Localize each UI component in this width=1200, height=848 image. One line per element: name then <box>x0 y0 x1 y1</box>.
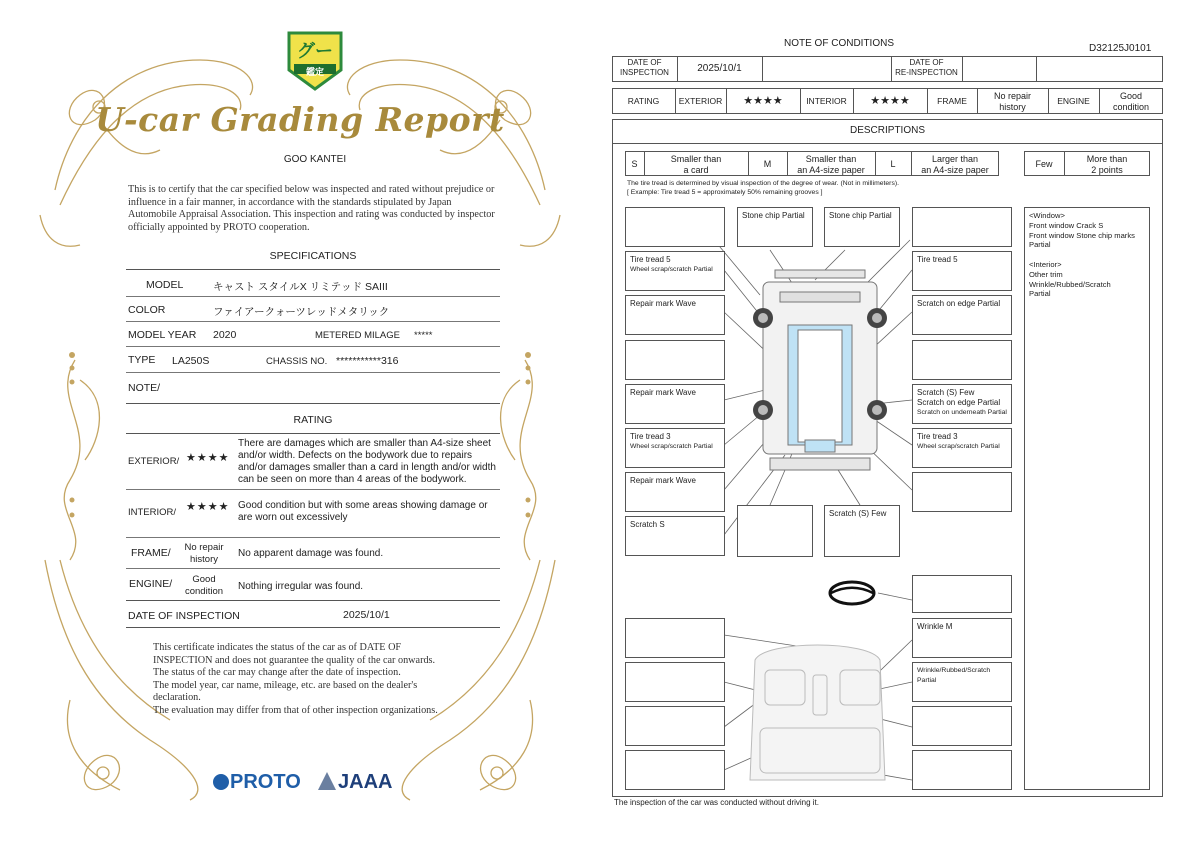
note-subtext: Wrinkle/Rubbed/Scratch Partial <box>917 667 991 684</box>
engine-value-line2: condition <box>184 586 224 597</box>
side-notes-box <box>1024 207 1150 790</box>
note-text: Stone chip Partial <box>742 211 805 220</box>
reinsp-label-2: RE-INSPECTION <box>895 68 958 77</box>
note-box-left-5 <box>625 384 725 424</box>
disclaimer-line: The model year, car name, mileage, etc. are based on the dealer's <box>153 679 418 691</box>
disclaimer-line: declaration. <box>153 692 201 704</box>
badge-top-glyph: グー <box>297 41 333 61</box>
document-id: D32125J0101 <box>1089 43 1152 54</box>
exterior-label: EXTERIOR <box>678 96 723 106</box>
note-text: Repair mark Wave <box>630 299 696 308</box>
proto-logo-text: PROTO <box>230 771 301 793</box>
note-text: Stone chip Partial <box>829 211 892 220</box>
note-box-interior-right-1 <box>912 618 1012 658</box>
note-text: Repair mark Wave <box>630 388 696 397</box>
note-box-interior-right-2 <box>912 662 1012 702</box>
side-note-line: Front window Crack S <box>1029 220 1104 230</box>
legend-l: L <box>890 158 896 169</box>
engine-value-line2: condition <box>1112 101 1150 112</box>
interior-stars: ★★★★ <box>870 95 910 107</box>
divider <box>126 372 500 373</box>
legend-s-desc-1: Smaller than <box>670 153 722 164</box>
type-label: TYPE <box>128 354 156 366</box>
date-insp-label-2: INSPECTION <box>620 68 669 77</box>
model-year-value: 2020 <box>213 329 237 341</box>
divider <box>126 269 500 270</box>
note-box-bottom-1 <box>737 505 813 557</box>
legend-few-desc-2: 2 points <box>1091 164 1123 175</box>
legend-few-desc-1: More than <box>1086 153 1128 164</box>
note-box-interior-left-3 <box>625 706 725 746</box>
legend-m-desc-2: an A4-size paper <box>797 164 865 175</box>
date-of-inspection-label: DATE OF INSPECTION <box>128 610 240 622</box>
engine-label: ENGINE/ <box>129 578 173 590</box>
side-note-line: Partial <box>1029 240 1051 250</box>
note-text: Scratch (S) Few <box>917 388 975 397</box>
date-insp-label-1: DATE OF <box>627 58 662 67</box>
side-note-line: Front window Stone chip marks <box>1029 230 1135 240</box>
legend-s-desc-2: a card <box>683 164 709 175</box>
jaaa-logo-text: JAAA <box>338 771 393 793</box>
note-box-interior-left-1 <box>625 618 725 658</box>
note-text: Tire tread 3 <box>917 432 958 441</box>
engine-label: ENGINE <box>1057 96 1090 106</box>
note-subtext: Wheel scrap/scratch Partial <box>630 266 713 273</box>
divider <box>126 321 500 322</box>
date-insp-value: 2025/10/1 <box>697 63 742 74</box>
note-text: Tire tread 5 <box>630 255 671 264</box>
report-title: U-car Grading Report <box>95 100 505 139</box>
rating-label: RATING <box>627 96 660 106</box>
note-box-left-7 <box>625 472 725 512</box>
noc-title: NOTE OF CONDITIONS <box>784 38 894 49</box>
divider <box>126 433 500 434</box>
note-box-interior-right-3 <box>912 706 1012 746</box>
mileage-value: ***** <box>414 330 433 341</box>
chassis-label: CHASSIS NO. <box>266 356 328 367</box>
legend-m: M <box>763 158 772 169</box>
note-box-right-tire-front <box>912 251 1012 291</box>
mileage-label: METERED MILAGE <box>315 330 400 341</box>
jaaa-logo-icon <box>318 772 336 790</box>
side-note-line <box>1029 250 1145 260</box>
car-top-view-icon <box>763 270 877 470</box>
note-subtext: Wheel scrap/scratch Partial <box>630 443 713 450</box>
descriptions-heading: DESCRIPTIONS <box>849 125 925 136</box>
model-year-label: MODEL YEAR <box>128 329 197 341</box>
note-text: Scratch S <box>630 520 665 529</box>
color-value: ファイアークォーツレッドメタリック <box>213 306 390 318</box>
side-note-line: <Window> <box>1029 211 1065 220</box>
disclaimer-line: The evaluation may differ from that of other inspection organizations. <box>153 704 438 716</box>
engine-value-line1: Good <box>192 574 216 585</box>
inspection-footnote: The inspection of the car was conducted without driving it. <box>614 798 819 807</box>
divider <box>126 489 500 490</box>
note-box-left-tire-rear <box>625 428 725 468</box>
report-subtitle: GOO KANTEI <box>283 154 347 165</box>
tread-note-1: The tire tread is determined by visual inspection of the degree of wear. (Not in millimeters). <box>627 180 899 187</box>
badge-label: 鑑定 <box>305 67 324 77</box>
note-box-left-4 <box>625 340 725 380</box>
divider <box>126 600 500 601</box>
side-note-line: <Interior> <box>1029 259 1062 269</box>
note-box-right-5 <box>912 384 1012 424</box>
interior-label: INTERIOR/ <box>128 507 177 518</box>
note-box-right-4 <box>912 340 1012 380</box>
color-label: COLOR <box>128 304 166 316</box>
model-value: キャスト スタイルX リミテッド SAIII <box>213 281 388 293</box>
exterior-stars: ★★★★ <box>743 95 783 107</box>
note-text: Wrinkle M <box>917 622 953 631</box>
legend-m-desc-1: Smaller than <box>805 153 857 164</box>
note-box-right-tire-rear <box>912 428 1012 468</box>
divider <box>126 346 500 347</box>
certificate-disclaimer <box>153 642 483 718</box>
steering-wheel-icon <box>830 582 874 604</box>
divider <box>126 537 500 538</box>
frame-label: FRAME/ <box>131 547 171 559</box>
date-of-inspection-value: 2025/10/1 <box>343 609 390 621</box>
tread-note-2: [ Example: Tire tread 5 = approximately 50% remaining grooves ] <box>627 189 823 196</box>
note-box-top-2 <box>824 207 900 247</box>
legend-l-desc-2: an A4-size paper <box>921 164 989 175</box>
frame-value-line2: history <box>999 101 1026 112</box>
frame-value-line1: No repair <box>184 542 224 553</box>
divider <box>126 403 500 404</box>
exterior-stars: ★★★★ <box>186 452 230 464</box>
note-box-interior-left-4 <box>625 750 725 790</box>
note-box-interior-left-2 <box>625 662 725 702</box>
note-box-steering <box>912 575 1012 613</box>
divider <box>126 296 500 297</box>
note-subtext: Wheel scrap/scratch Partial <box>917 443 1000 450</box>
chassis-value: ***********316 <box>336 355 399 367</box>
proto-logo <box>213 771 301 794</box>
note-box-interior-right-4 <box>912 750 1012 790</box>
note-box-top-1 <box>737 207 813 247</box>
note-of-conditions <box>600 0 1200 848</box>
note-box-left-8 <box>625 516 725 556</box>
frame-value-line1: No repair <box>993 90 1031 101</box>
note-box-right-3 <box>912 295 1012 335</box>
note-box-bottom-2 <box>824 505 900 557</box>
certificate-intro: This is to certify that the car specified below was inspected and rated without prejudice or influence in a fair manner, in accordance with the standards stipulated by Japan Automobile Appraisal Association. This inspection and rating was conducted by inspector officially appointed by PROTO cooperation. <box>128 184 495 233</box>
note-text: Repair mark Wave <box>630 476 696 485</box>
car-interior-icon <box>750 645 885 780</box>
proto-logo-icon <box>213 774 229 790</box>
frame-description: No apparent damage was found. <box>238 548 384 559</box>
interior-description: Good condition but with some areas showing damage or are worn out excessively <box>238 500 488 523</box>
note-box-left-3 <box>625 295 725 335</box>
note-text: Tire tread 5 <box>917 255 958 264</box>
note-text: Tire tread 3 <box>630 432 671 441</box>
note-text: Scratch (S) Few <box>829 509 887 518</box>
legend-s: S <box>631 158 638 169</box>
type-value: LA250S <box>172 355 210 367</box>
exterior-description: There are damages which are smaller than A4-size sheet and/or width. Defects on the bodywork due to repairs and/or damages smaller than a card in length and/or width can be seen on more than 4 areas of the bodywork. <box>238 438 496 485</box>
note-box-right-7 <box>912 472 1012 512</box>
engine-value-line1: Good <box>1119 90 1143 101</box>
specifications-heading: SPECIFICATIONS <box>269 250 357 262</box>
legend-few: Few <box>1035 158 1053 169</box>
exterior-label: EXTERIOR/ <box>128 456 180 467</box>
disclaimer-line: The status of the car may change after the date of inspection. <box>153 667 401 679</box>
frame-label: FRAME <box>937 96 967 106</box>
jaaa-logo <box>318 771 392 794</box>
side-note-line: Other trim <box>1029 269 1063 279</box>
note-box-right-1 <box>912 207 1012 247</box>
note-label: NOTE/ <box>128 382 161 394</box>
note-text: Scratch on edge Partial <box>917 398 1001 407</box>
note-box-left-tire-front <box>625 251 725 291</box>
disclaimer-line: INSPECTION and does not guarantee the quality of the car onwards. <box>153 654 436 666</box>
interior-stars: ★★★★ <box>186 501 230 513</box>
legend-l-desc-1: Larger than <box>931 153 979 164</box>
divider <box>126 568 500 569</box>
interior-label: INTERIOR <box>806 96 847 106</box>
side-note-line: Wrinkle/Rubbed/Scratch <box>1029 279 1111 289</box>
model-label: MODEL <box>146 279 184 291</box>
note-box-front-left <box>625 207 725 247</box>
divider <box>126 627 500 628</box>
rating-heading: RATING <box>293 414 333 426</box>
engine-description: Nothing irregular was found. <box>238 581 364 592</box>
frame-value-line2: history <box>190 554 218 565</box>
side-note-line: Partial <box>1029 289 1051 299</box>
reinsp-label-1: DATE OF <box>909 58 944 67</box>
note-text: Scratch on edge Partial <box>917 299 1001 308</box>
disclaimer-line: This certificate indicates the status of the car as of DATE OF <box>153 642 402 653</box>
note-subtext: Scratch on underneath Partial <box>917 409 1007 416</box>
